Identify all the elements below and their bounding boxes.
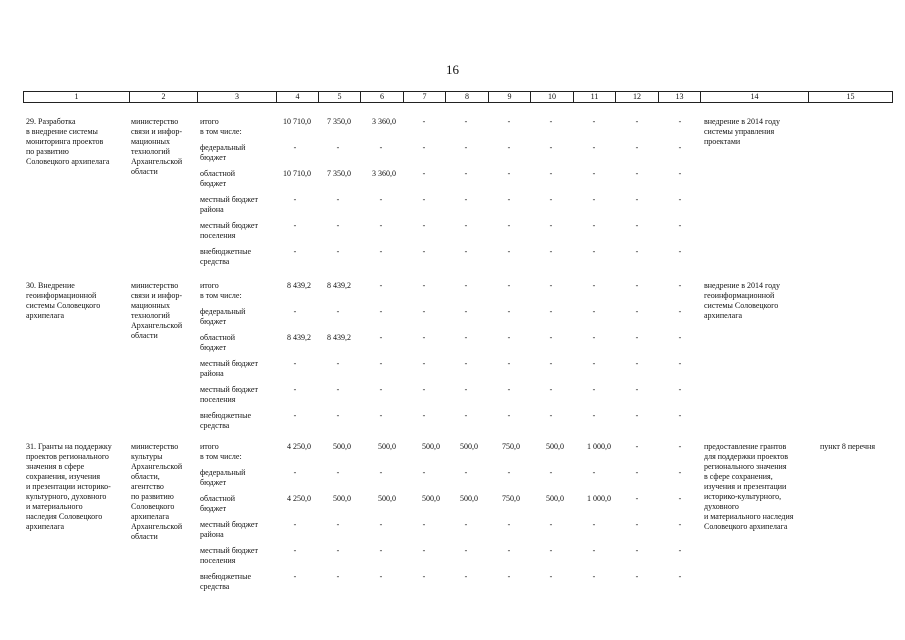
- amount-cell: 10 710,0: [283, 169, 311, 178]
- expected-result-line: системы Соловецкого: [704, 301, 779, 310]
- amount-cell: -: [293, 546, 297, 555]
- activity-name-line: значения в сфере: [26, 462, 85, 471]
- executor-line: Соловецкого: [131, 502, 175, 511]
- activity-name-line: архипелага: [26, 522, 65, 531]
- funding-source-label: местный бюджет: [200, 546, 258, 555]
- amount-cell: -: [507, 281, 511, 290]
- amount-cell: -: [464, 333, 468, 342]
- executor-line: Архангельской: [131, 157, 183, 166]
- expected-result-line: внедрение в 2014 году: [704, 281, 780, 290]
- amount-cell: 500,0: [378, 494, 396, 503]
- amount-cell: -: [635, 359, 639, 368]
- funding-source-label: поселения: [200, 231, 236, 240]
- amount-cell: -: [635, 169, 639, 178]
- activity-name-line: и презентации историко-: [26, 482, 111, 491]
- amount-cell: -: [379, 572, 383, 581]
- expected-result-line: геоинформационной: [704, 291, 775, 300]
- funding-source-label: федеральный: [200, 143, 246, 152]
- expected-result-line: системы управления: [704, 127, 775, 136]
- column-number-9: 9: [489, 92, 531, 103]
- amount-cell: -: [635, 411, 639, 420]
- amount-cell: -: [592, 117, 596, 126]
- amount-cell: 500,0: [546, 494, 564, 503]
- expected-result-line: изучения и презентации: [704, 482, 787, 491]
- amount-cell: -: [507, 247, 511, 256]
- amount-cell: -: [678, 546, 682, 555]
- amount-cell: -: [507, 359, 511, 368]
- activity-name-line: 31. Гранты на поддержку: [26, 442, 112, 451]
- executor-line: области: [131, 331, 158, 340]
- column-number-11: 11: [574, 92, 616, 103]
- column-number-15: 15: [809, 92, 893, 103]
- expected-result-line: и материального наследия: [704, 512, 794, 521]
- amount-cell: -: [592, 546, 596, 555]
- executor-line: Архангельской: [131, 522, 183, 531]
- amount-cell: -: [464, 247, 468, 256]
- executor-line: по развитию: [131, 492, 174, 501]
- amount-cell: -: [336, 520, 340, 529]
- amount-cell: -: [379, 385, 383, 394]
- funding-source-label: федеральный: [200, 468, 246, 477]
- amount-cell: -: [635, 442, 639, 451]
- funding-source-label: внебюджетные: [200, 572, 251, 581]
- activity-name-line: мониторинга проектов: [26, 137, 104, 146]
- column-number-4: 4: [277, 92, 319, 103]
- amount-cell: -: [379, 468, 383, 477]
- amount-cell: -: [422, 333, 426, 342]
- amount-cell: -: [422, 385, 426, 394]
- amount-cell: -: [549, 359, 553, 368]
- expected-result-line: архипелага: [704, 311, 743, 320]
- amount-cell: -: [336, 247, 340, 256]
- amount-cell: -: [592, 520, 596, 529]
- amount-cell: -: [464, 221, 468, 230]
- funding-source-label: внебюджетные: [200, 247, 251, 256]
- column-number-13: 13: [659, 92, 701, 103]
- amount-cell: -: [549, 221, 553, 230]
- amount-cell: -: [549, 281, 553, 290]
- amount-cell: -: [635, 307, 639, 316]
- amount-cell: 500,0: [460, 442, 478, 451]
- amount-cell: -: [464, 385, 468, 394]
- amount-cell: -: [422, 520, 426, 529]
- funding-source-label: местный бюджет: [200, 221, 258, 230]
- amount-cell: -: [549, 572, 553, 581]
- expected-result-line: предоставление грантов: [704, 442, 787, 451]
- amount-cell: -: [678, 468, 682, 477]
- amount-cell: -: [549, 169, 553, 178]
- amount-cell: -: [507, 411, 511, 420]
- amount-cell: 1 000,0: [587, 494, 611, 503]
- amount-cell: -: [678, 442, 682, 451]
- amount-cell: -: [336, 221, 340, 230]
- amount-cell: -: [592, 281, 596, 290]
- activity-name-line: наследия Соловецкого: [26, 512, 103, 521]
- amount-cell: 4 250,0: [287, 442, 311, 451]
- amount-cell: -: [293, 247, 297, 256]
- column-number-3: 3: [198, 92, 277, 103]
- amount-cell: -: [293, 572, 297, 581]
- activity-name-line: в внедрение системы: [26, 127, 98, 136]
- amount-cell: 7 350,0: [327, 169, 351, 178]
- funding-source-label: средства: [200, 421, 230, 430]
- amount-cell: -: [635, 143, 639, 152]
- amount-cell: -: [507, 169, 511, 178]
- amount-cell: -: [635, 195, 639, 204]
- funding-source-label: бюджет: [200, 343, 227, 352]
- amount-cell: -: [635, 546, 639, 555]
- expected-result-line: регионального значения: [704, 462, 787, 471]
- amount-cell: -: [293, 385, 297, 394]
- amount-cell: -: [464, 169, 468, 178]
- amount-cell: 500,0: [422, 442, 440, 451]
- activity-name-line: по развитию: [26, 147, 69, 156]
- amount-cell: -: [592, 333, 596, 342]
- column-number-5: 5: [319, 92, 361, 103]
- amount-cell: -: [635, 385, 639, 394]
- activity-name-line: Соловецкого архипелага: [26, 157, 110, 166]
- expected-result-line: духовного: [704, 502, 739, 511]
- amount-cell: -: [678, 411, 682, 420]
- amount-cell: -: [507, 520, 511, 529]
- amount-cell: -: [422, 546, 426, 555]
- activity-name-line: системы Соловецкого: [26, 301, 101, 310]
- funding-source-label: в том числе:: [200, 291, 242, 300]
- amount-cell: -: [678, 520, 682, 529]
- column-number-8: 8: [446, 92, 489, 103]
- amount-cell: 3 360,0: [372, 169, 396, 178]
- executor-line: мационных: [131, 301, 171, 310]
- amount-cell: -: [635, 494, 639, 503]
- funding-source-label: бюджет: [200, 317, 227, 326]
- amount-cell: 3 360,0: [372, 117, 396, 126]
- expected-result-line: Соловецкого архипелага: [704, 522, 788, 531]
- amount-cell: -: [549, 117, 553, 126]
- funding-source-label: средства: [200, 257, 230, 266]
- amount-cell: -: [422, 411, 426, 420]
- expected-result-line: внедрение в 2014 году: [704, 117, 780, 126]
- amount-cell: 500,0: [333, 494, 351, 503]
- amount-cell: -: [379, 520, 383, 529]
- amount-cell: -: [507, 221, 511, 230]
- column-number-2: 2: [130, 92, 198, 103]
- amount-cell: -: [678, 359, 682, 368]
- amount-cell: -: [592, 468, 596, 477]
- funding-source-label: бюджет: [200, 153, 227, 162]
- funding-source-label: района: [200, 530, 224, 539]
- amount-cell: -: [592, 247, 596, 256]
- executor-line: связи и инфор-: [131, 127, 183, 136]
- funding-source-label: внебюджетные: [200, 411, 251, 420]
- amount-cell: -: [336, 546, 340, 555]
- amount-cell: -: [635, 117, 639, 126]
- funding-source-label: района: [200, 205, 224, 214]
- amount-cell: -: [464, 195, 468, 204]
- amount-cell: 8 439,2: [327, 333, 351, 342]
- column-number-12: 12: [616, 92, 659, 103]
- amount-cell: -: [678, 221, 682, 230]
- amount-cell: -: [422, 281, 426, 290]
- funding-source-label: федеральный: [200, 307, 246, 316]
- funding-source-label: бюджет: [200, 179, 227, 188]
- amount-cell: -: [678, 333, 682, 342]
- amount-cell: -: [422, 468, 426, 477]
- funding-source-label: местный бюджет: [200, 195, 258, 204]
- amount-cell: -: [507, 143, 511, 152]
- funding-source-label: местный бюджет: [200, 520, 258, 529]
- amount-cell: -: [592, 143, 596, 152]
- amount-cell: -: [336, 468, 340, 477]
- executor-line: связи и инфор-: [131, 291, 183, 300]
- funding-source-label: бюджет: [200, 478, 227, 487]
- amount-cell: -: [422, 195, 426, 204]
- amount-cell: -: [336, 385, 340, 394]
- amount-cell: -: [379, 143, 383, 152]
- funding-source-label: итого: [200, 117, 219, 126]
- amount-cell: -: [379, 359, 383, 368]
- amount-cell: -: [379, 307, 383, 316]
- amount-cell: -: [678, 143, 682, 152]
- funding-source-label: бюджет: [200, 504, 227, 513]
- amount-cell: -: [293, 307, 297, 316]
- executor-line: архипелага: [131, 512, 170, 521]
- activity-name-line: 29. Разработка: [26, 117, 76, 126]
- amount-cell: -: [422, 169, 426, 178]
- amount-cell: -: [549, 307, 553, 316]
- amount-cell: -: [592, 307, 596, 316]
- amount-cell: -: [422, 572, 426, 581]
- amount-cell: -: [507, 572, 511, 581]
- executor-line: области: [131, 532, 158, 541]
- funding-source-label: поселения: [200, 556, 236, 565]
- funding-source-label: местный бюджет: [200, 359, 258, 368]
- executor-line: агентство: [131, 482, 164, 491]
- executor-line: мационных: [131, 137, 171, 146]
- amount-cell: -: [464, 359, 468, 368]
- amount-cell: -: [464, 520, 468, 529]
- amount-cell: -: [549, 468, 553, 477]
- amount-cell: -: [635, 572, 639, 581]
- amount-cell: -: [422, 117, 426, 126]
- column-number-14: 14: [701, 92, 809, 103]
- amount-cell: -: [422, 307, 426, 316]
- column-number-6: 6: [361, 92, 404, 103]
- funding-source-label: средства: [200, 582, 230, 591]
- amount-cell: -: [635, 247, 639, 256]
- executor-line: Архангельской: [131, 462, 183, 471]
- amount-cell: -: [336, 143, 340, 152]
- amount-cell: -: [464, 572, 468, 581]
- column-number-header: [23, 91, 893, 103]
- amount-cell: -: [507, 117, 511, 126]
- executor-line: министерство: [131, 281, 179, 290]
- column-number-1: 1: [24, 92, 130, 103]
- expected-result-line: историко-культурного,: [704, 492, 782, 501]
- amount-cell: -: [592, 195, 596, 204]
- amount-cell: -: [336, 411, 340, 420]
- expected-result-line: проектами: [704, 137, 741, 146]
- amount-cell: 750,0: [502, 442, 520, 451]
- amount-cell: 500,0: [546, 442, 564, 451]
- amount-cell: -: [422, 359, 426, 368]
- amount-cell: 750,0: [502, 494, 520, 503]
- expected-result-line: в сфере сохранения,: [704, 472, 773, 481]
- amount-cell: 1 000,0: [587, 442, 611, 451]
- amount-cell: -: [549, 411, 553, 420]
- amount-cell: -: [464, 143, 468, 152]
- executor-line: технологий: [131, 147, 170, 156]
- amount-cell: -: [549, 520, 553, 529]
- funding-source-label: поселения: [200, 395, 236, 404]
- amount-cell: 500,0: [460, 494, 478, 503]
- amount-cell: -: [635, 333, 639, 342]
- activity-name-line: культурного, духовного: [26, 492, 107, 501]
- note-cell: пункт 8 перечня: [820, 442, 876, 451]
- amount-cell: -: [422, 221, 426, 230]
- amount-cell: -: [507, 195, 511, 204]
- executor-line: области,: [131, 472, 160, 481]
- executor-line: министерство: [131, 442, 179, 451]
- funding-source-label: областной: [200, 333, 236, 342]
- amount-cell: -: [379, 411, 383, 420]
- amount-cell: -: [592, 385, 596, 394]
- amount-cell: -: [379, 333, 383, 342]
- amount-cell: -: [507, 307, 511, 316]
- amount-cell: -: [293, 359, 297, 368]
- column-number-10: 10: [531, 92, 574, 103]
- executor-line: культуры: [131, 452, 163, 461]
- amount-cell: -: [379, 195, 383, 204]
- amount-cell: -: [336, 195, 340, 204]
- funding-source-label: района: [200, 369, 224, 378]
- funding-source-label: областной: [200, 169, 236, 178]
- amount-cell: -: [678, 385, 682, 394]
- amount-cell: -: [464, 117, 468, 126]
- amount-cell: -: [678, 572, 682, 581]
- activity-name-line: геоинформационной: [26, 291, 97, 300]
- amount-cell: -: [379, 247, 383, 256]
- amount-cell: 500,0: [378, 442, 396, 451]
- amount-cell: -: [293, 143, 297, 152]
- amount-cell: -: [592, 359, 596, 368]
- funding-source-label: в том числе:: [200, 452, 242, 461]
- activity-name-line: 30. Внедрение: [26, 281, 75, 290]
- amount-cell: -: [464, 468, 468, 477]
- activity-name-line: и материального: [26, 502, 83, 511]
- amount-cell: -: [336, 572, 340, 581]
- amount-cell: -: [293, 468, 297, 477]
- amount-cell: -: [464, 411, 468, 420]
- activity-name-line: архипелага: [26, 311, 65, 320]
- amount-cell: -: [635, 520, 639, 529]
- amount-cell: -: [336, 359, 340, 368]
- amount-cell: -: [422, 247, 426, 256]
- amount-cell: -: [379, 221, 383, 230]
- amount-cell: -: [678, 169, 682, 178]
- amount-cell: -: [422, 143, 426, 152]
- amount-cell: -: [549, 143, 553, 152]
- amount-cell: -: [635, 281, 639, 290]
- amount-cell: -: [635, 221, 639, 230]
- amount-cell: -: [549, 385, 553, 394]
- amount-cell: 7 350,0: [327, 117, 351, 126]
- amount-cell: -: [678, 494, 682, 503]
- executor-line: области: [131, 167, 158, 176]
- amount-cell: -: [678, 247, 682, 256]
- amount-cell: -: [549, 333, 553, 342]
- amount-cell: -: [549, 546, 553, 555]
- executor-line: министерство: [131, 117, 179, 126]
- amount-cell: 500,0: [333, 442, 351, 451]
- amount-cell: 8 439,2: [287, 281, 311, 290]
- amount-cell: -: [549, 195, 553, 204]
- amount-cell: -: [293, 195, 297, 204]
- funding-source-label: областной: [200, 494, 236, 503]
- amount-cell: -: [507, 468, 511, 477]
- funding-source-label: итого: [200, 442, 219, 451]
- amount-cell: -: [379, 546, 383, 555]
- funding-source-label: итого: [200, 281, 219, 290]
- amount-cell: -: [293, 411, 297, 420]
- amount-cell: -: [592, 572, 596, 581]
- amount-cell: -: [592, 411, 596, 420]
- funding-source-label: местный бюджет: [200, 385, 258, 394]
- amount-cell: -: [293, 221, 297, 230]
- amount-cell: -: [464, 307, 468, 316]
- amount-cell: -: [678, 195, 682, 204]
- amount-cell: -: [592, 221, 596, 230]
- activity-name-line: сохранения, изучения: [26, 472, 101, 481]
- amount-cell: 8 439,2: [287, 333, 311, 342]
- page-number: 16: [446, 62, 459, 77]
- amount-cell: -: [678, 281, 682, 290]
- amount-cell: 8 439,2: [327, 281, 351, 290]
- funding-source-label: в том числе:: [200, 127, 242, 136]
- amount-cell: -: [592, 169, 596, 178]
- amount-cell: -: [336, 307, 340, 316]
- amount-cell: -: [549, 247, 553, 256]
- column-number-7: 7: [404, 92, 446, 103]
- amount-cell: -: [507, 385, 511, 394]
- expected-result-line: для поддержки проектов: [704, 452, 789, 461]
- amount-cell: -: [464, 546, 468, 555]
- executor-line: Архангельской: [131, 321, 183, 330]
- amount-cell: -: [507, 333, 511, 342]
- amount-cell: -: [678, 307, 682, 316]
- executor-line: технологий: [131, 311, 170, 320]
- amount-cell: -: [379, 281, 383, 290]
- amount-cell: -: [507, 546, 511, 555]
- amount-cell: 10 710,0: [283, 117, 311, 126]
- activity-name-line: проектов регионального: [26, 452, 109, 461]
- amount-cell: -: [635, 468, 639, 477]
- amount-cell: -: [293, 520, 297, 529]
- amount-cell: 4 250,0: [287, 494, 311, 503]
- amount-cell: 500,0: [422, 494, 440, 503]
- amount-cell: -: [678, 117, 682, 126]
- amount-cell: -: [464, 281, 468, 290]
